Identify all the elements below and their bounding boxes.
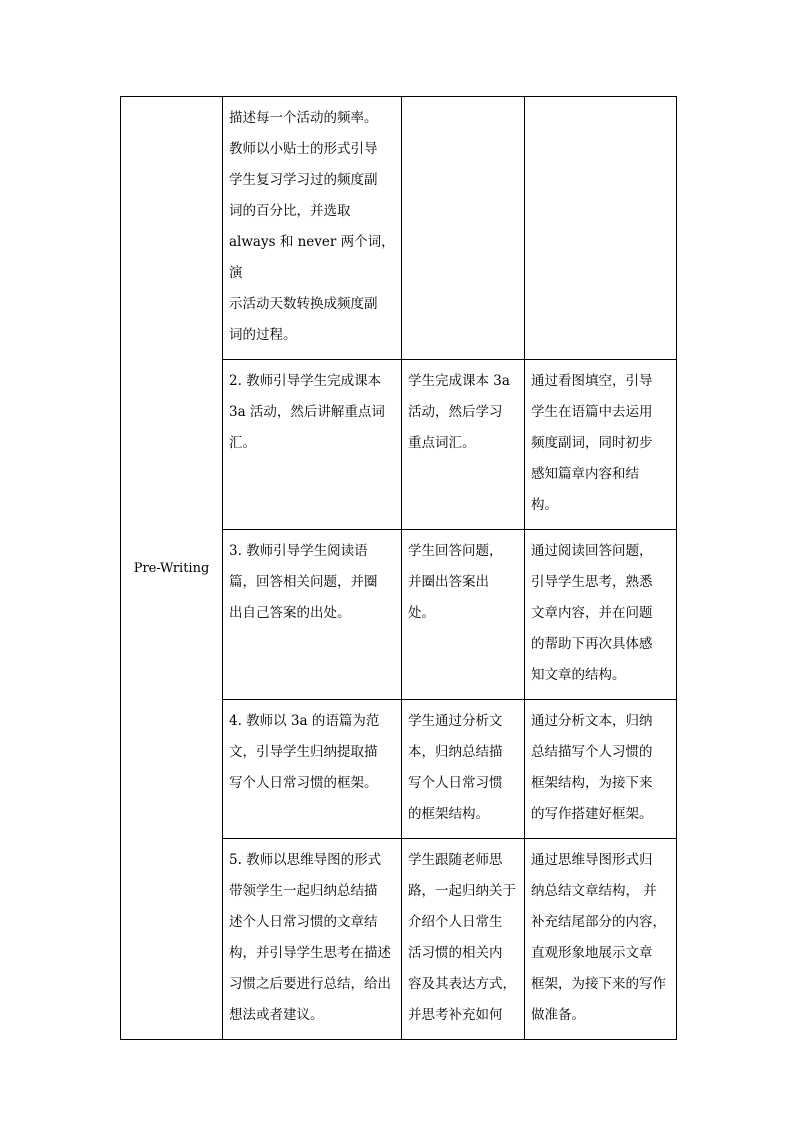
teacher-activity-cell <box>223 530 402 700</box>
teacher-activity-cell <box>223 839 402 1040</box>
teacher-activity-cell <box>223 97 402 360</box>
purpose-cell <box>525 97 677 360</box>
purpose-cell <box>525 530 677 700</box>
purpose-cell <box>525 700 677 839</box>
purpose-cell <box>525 360 677 530</box>
lesson-plan-table <box>120 96 677 1040</box>
student-activity-text <box>402 97 524 111</box>
student-activity-cell <box>402 839 525 1040</box>
teacher-activity-text: 4. 教师以 3a 的语篇为范 文，引导学生归纳提取描 写个人日常习惯的框架。 <box>229 713 380 791</box>
student-activity-text: 学生通过分析文 本，归纳总结描 写个人日常习惯 的框架结构。 <box>408 713 503 822</box>
stage-label: Pre-Writing <box>133 560 210 576</box>
purpose-text: 通过看图填空，引导 学生在语篇中去运用 频度副词，同时初步 感知篇章内容和结 构。 <box>531 373 653 513</box>
table-row <box>121 97 677 360</box>
student-activity-cell <box>402 530 525 700</box>
student-activity-cell <box>402 360 525 530</box>
stage-cell <box>121 97 223 1040</box>
student-activity-text: 学生回答问题， 并圈出答案出 处。 <box>408 543 503 621</box>
student-activity-cell <box>402 700 525 839</box>
purpose-text: 通过思维导图形式归 纳总结文章结构， 并 补充结尾部分的内容， 直观形象地展示文章 框架，为接下来的写作 做准备。 <box>531 852 666 1023</box>
purpose-text: 通过分析文本，归纳 总结描写个人习惯的 框架结构，为接下来 的写作搭建好框架。 <box>531 713 653 822</box>
purpose-text: 通过阅读回答问题， 引导学生思考，熟悉 文章内容，并在问题 的帮助下再次具体感 知文章的结构。 <box>531 543 653 683</box>
teacher-activity-cell <box>223 700 402 839</box>
student-activity-text: 学生完成课本 3a 活动，然后学习 重点词汇。 <box>408 373 510 451</box>
teacher-activity-cell <box>223 360 402 530</box>
student-activity-text: 学生跟随老师思 路，一起归纳关于 介绍个人日常生 活习惯的相关内 容及其表达方式， 并思考补充如何 <box>408 852 516 1023</box>
purpose-text <box>525 97 676 111</box>
purpose-cell <box>525 839 677 1040</box>
teacher-activity-text: 3. 教师引导学生阅读语 篇，回答相关问题，并圈 出自己答案的出处。 <box>229 543 378 621</box>
teacher-activity-text: 描述每一个活动的频率。 教师以小贴士的形式引导 学生复习学习过的频度副 词的百分比，并选取 always 和 never 两个词，演 示活动天数转换成频度副 词的过程。 <box>229 110 395 343</box>
teacher-activity-text: 2. 教师引导学生完成课本 3a 活动，然后讲解重点词 汇。 <box>229 373 385 451</box>
student-activity-cell <box>402 97 525 360</box>
teacher-activity-text: 5. 教师以思维导图的形式 带领学生一起归纳总结描 述个人日常习惯的文章结 构，并引导学生思考在描述 习惯之后要进行总结，给出 想法或者建议。 <box>229 852 391 1023</box>
